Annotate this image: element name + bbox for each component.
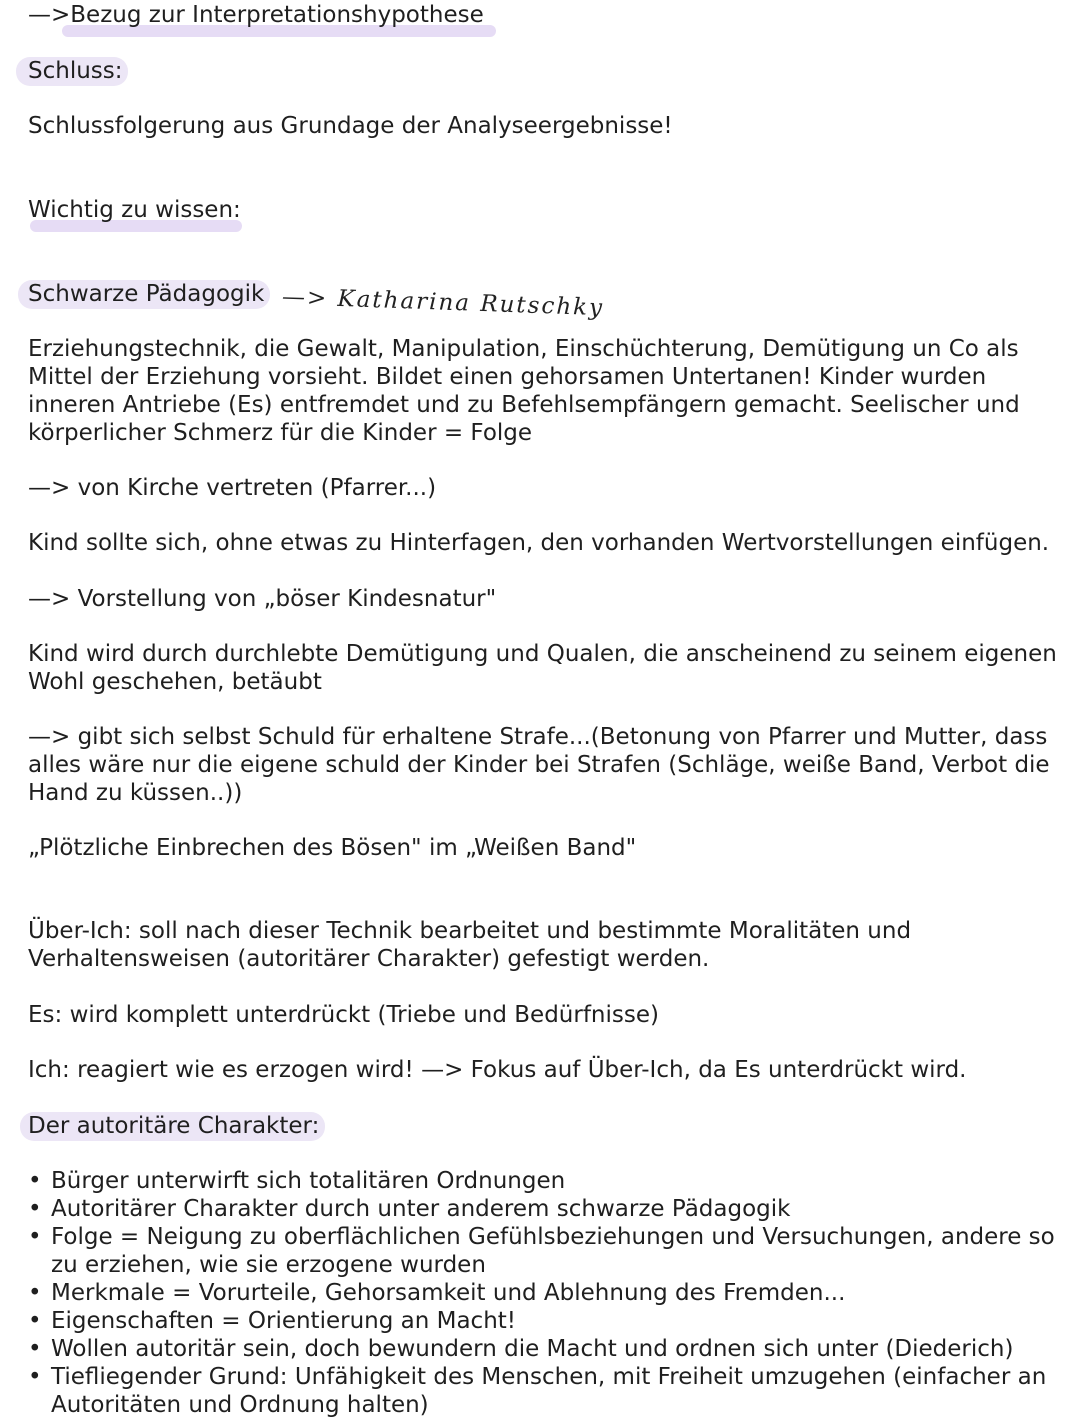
schluss-text: Schlussfolgerung aus Grundage der Analyseergebnisse! <box>28 113 673 139</box>
schluss-heading: Schluss: <box>28 58 123 84</box>
list-item: • Tiefliegender Grund: Unfähigkeit des Menschen, mit Freiheit umzugehen (einfacher an Autoritäten und Ordnung halten) <box>28 1363 1058 1419</box>
list-item: • Merkmale = Vorurteile, Gehorsamkeit und Ablehnung des Fremden... <box>28 1279 1058 1307</box>
schwarze-paragraph-3: Kind sollte sich, ohne etwas zu Hinterfagen, den vorhanden Wertvorstellungen einfügen. <box>28 530 1050 556</box>
schwarze-paragraph-7: „Plötzliche Einbrechen des Bösen" im „Weißen Band" <box>28 835 637 861</box>
wichtig-heading: Wichtig zu wissen: <box>28 197 241 223</box>
ich-text: Ich: reagiert wie es erzogen wird! —> Fokus auf Über-Ich, da Es unterdrückt wird. <box>28 1057 967 1083</box>
schwarze-paragraph-2: —> von Kirche vertreten (Pfarrer...) <box>28 475 437 501</box>
ueber-ich-text: Über-Ich: soll nach dieser Technik bearbeitet und bestimmte Moralitäten und Verhaltensweisen (autoritärer Charakter) gefestigt werden. <box>28 918 912 972</box>
schwarze-paragraph-6: —> gibt sich selbst Schuld für erhaltene Strafe...(Betonung von Pfarrer und Mutter, dass alles wäre nur die eigene schuld der Kinder bei Strafen (Schläge, weiße Band, Verbot die Hand zu küssen..)) <box>28 724 1050 806</box>
handwritten-note: —> Katharina Rutschky <box>281 284 605 322</box>
schwarze-paragraph-4: —> Vorstellung von „böser Kindesnatur" <box>28 586 497 612</box>
schwarze-heading: Schwarze Pädagogik <box>28 281 265 307</box>
list-item: • Bürger unterwirft sich totalitären Ordnungen <box>28 1167 1058 1195</box>
autoritaer-list <box>28 1167 1058 1419</box>
schwarze-paragraph-5: Kind wird durch durchlebte Demütigung und Qualen, die anscheinend zu seinem eigenen Wohl geschehen, betäubt <box>28 641 1057 695</box>
es-text: Es: wird komplett unterdrückt (Triebe und Bedürfnisse) <box>28 1002 659 1028</box>
intro-line: —>Bezug zur Interpretationshypothese <box>28 2 484 28</box>
list-item: • Autoritärer Charakter durch unter anderem schwarze Pädagogik <box>28 1195 1058 1223</box>
schwarze-paragraph-1: Erziehungstechnik, die Gewalt, Manipulation, Einschüchterung, Demütigung un Co als Mittel der Erziehung vorsieht. Bildet einen gehorsamen Untertanen! Kinder wurden inneren Antriebe (Es) entfremdet und zu Befehlsempfängern gemacht. Seelischer und körperlicher Schmerz für die Kinder = Folge <box>28 336 1020 446</box>
list-item: • Folge = Neigung zu oberflächlichen Gefühlsbeziehungen und Versuchungen, andere so zu erziehen, wie sie erzogene wurden <box>28 1223 1058 1279</box>
autoritaer-heading: Der autoritäre Charakter: <box>28 1113 320 1139</box>
list-item: • Wollen autoritär sein, doch bewundern die Macht und ordnen sich unter (Diederich) <box>28 1335 1058 1363</box>
list-item: • Eigenschaften = Orientierung an Macht! <box>28 1307 1058 1335</box>
